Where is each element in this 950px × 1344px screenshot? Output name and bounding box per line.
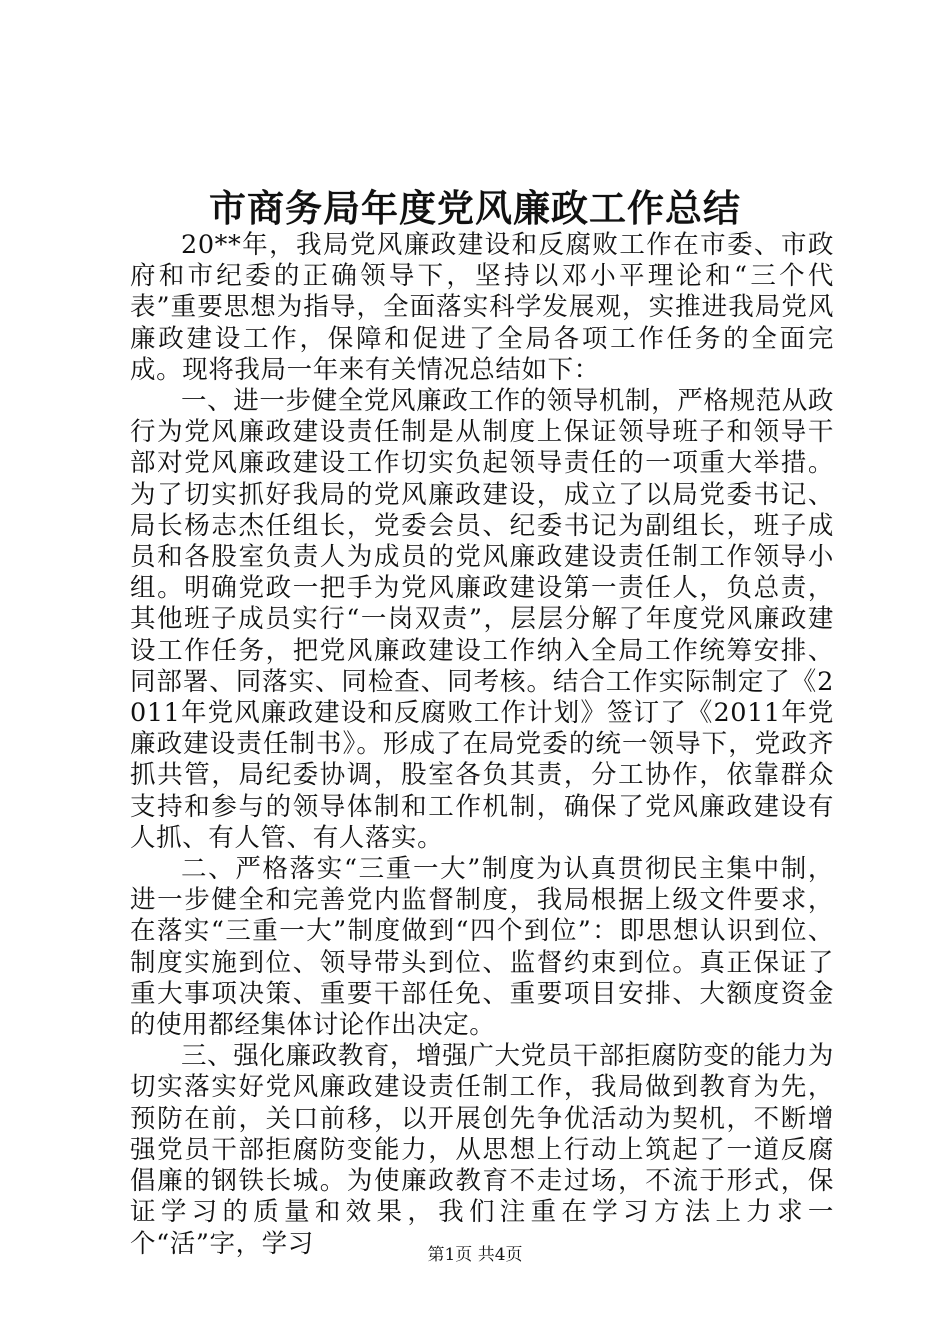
paragraph-section-3: 三、强化廉政教育，增强广大党员干部拒腐防变的能力为切实落实好党风廉政建设责任制工作，我局做到教育为先，预防在前，关口前移，以开展创先争优活动为契机，不断增强党员干部拒腐防变能力，从思想上行动上筑起了一道反腐倡廉的钢铁长城。为使廉政教育不走过场，不流于形式，保证学习的质量和效果，我们注重在学习方法上力求一个“活”字，学习 (130, 1041, 834, 1259)
paragraph-intro: 20**年，我局党风廉政建设和反腐败工作在市委、市政府和市纪委的正确领导下，坚持以邓小平理论和“三个代表”重要思想为指导，全面落实科学发展观，实推进我局党风廉政建设工作，保障和促进了全局各项工作任务的全面完成。现将我局一年来有关情况总结如下： (130, 230, 834, 385)
paragraph-section-1: 一、进一步健全党风廉政工作的领导机制，严格规范从政行为党风廉政建设责任制是从制度上保证领导班子和领导干部对党风廉政建设工作切实负起领导责任的一项重大举措。为了切实抓好我局的党风廉政建设，成立了以局党委书记、局长杨志杰任组长，党委会员、纪委书记为副组长，班子成员和各股室负责人为成员的党风廉政建设责任制工作领导小组。明确党政一把手为党风廉政建设第一责任人，负总责，其他班子成员实行“一岗双责”，层层分解了年度党风廉政建设工作任务，把党风廉政建设工作纳入全局工作统筹安排、同部署、同落实、同检查、同考核。结合工作实际制定了《2011年党风廉政建设和反腐败工作计划》签订了《2011年党廉政建设责任制书》。形成了在局党委的统一领导下，党政齐抓共管，局纪委协调，股室各负其责，分工协作，依靠群众支持和参与的领导体制和工作机制，确保了党风廉政建设有人抓、有人管、有人落实。 (130, 386, 834, 853)
page-footer: 第1页 共4页 (427, 1245, 523, 1265)
paragraph-section-2: 二、严格落实“三重一大”制度为认真贯彻民主集中制，进一步健全和完善党内监督制度，我局根据上级文件要求，在落实“三重一大”制度做到“四个到位”：即思想认识到位、制度实施到位、领导带头到位、监督约束到位。真正保证了重大事项决策、重要干部任免、重要项目安排、大额度资金的使用都经集体讨论作出决定。 (130, 854, 834, 1041)
document-body (130, 230, 834, 1260)
document-title: 市商务局年度党风廉政工作总结 (209, 186, 741, 230)
